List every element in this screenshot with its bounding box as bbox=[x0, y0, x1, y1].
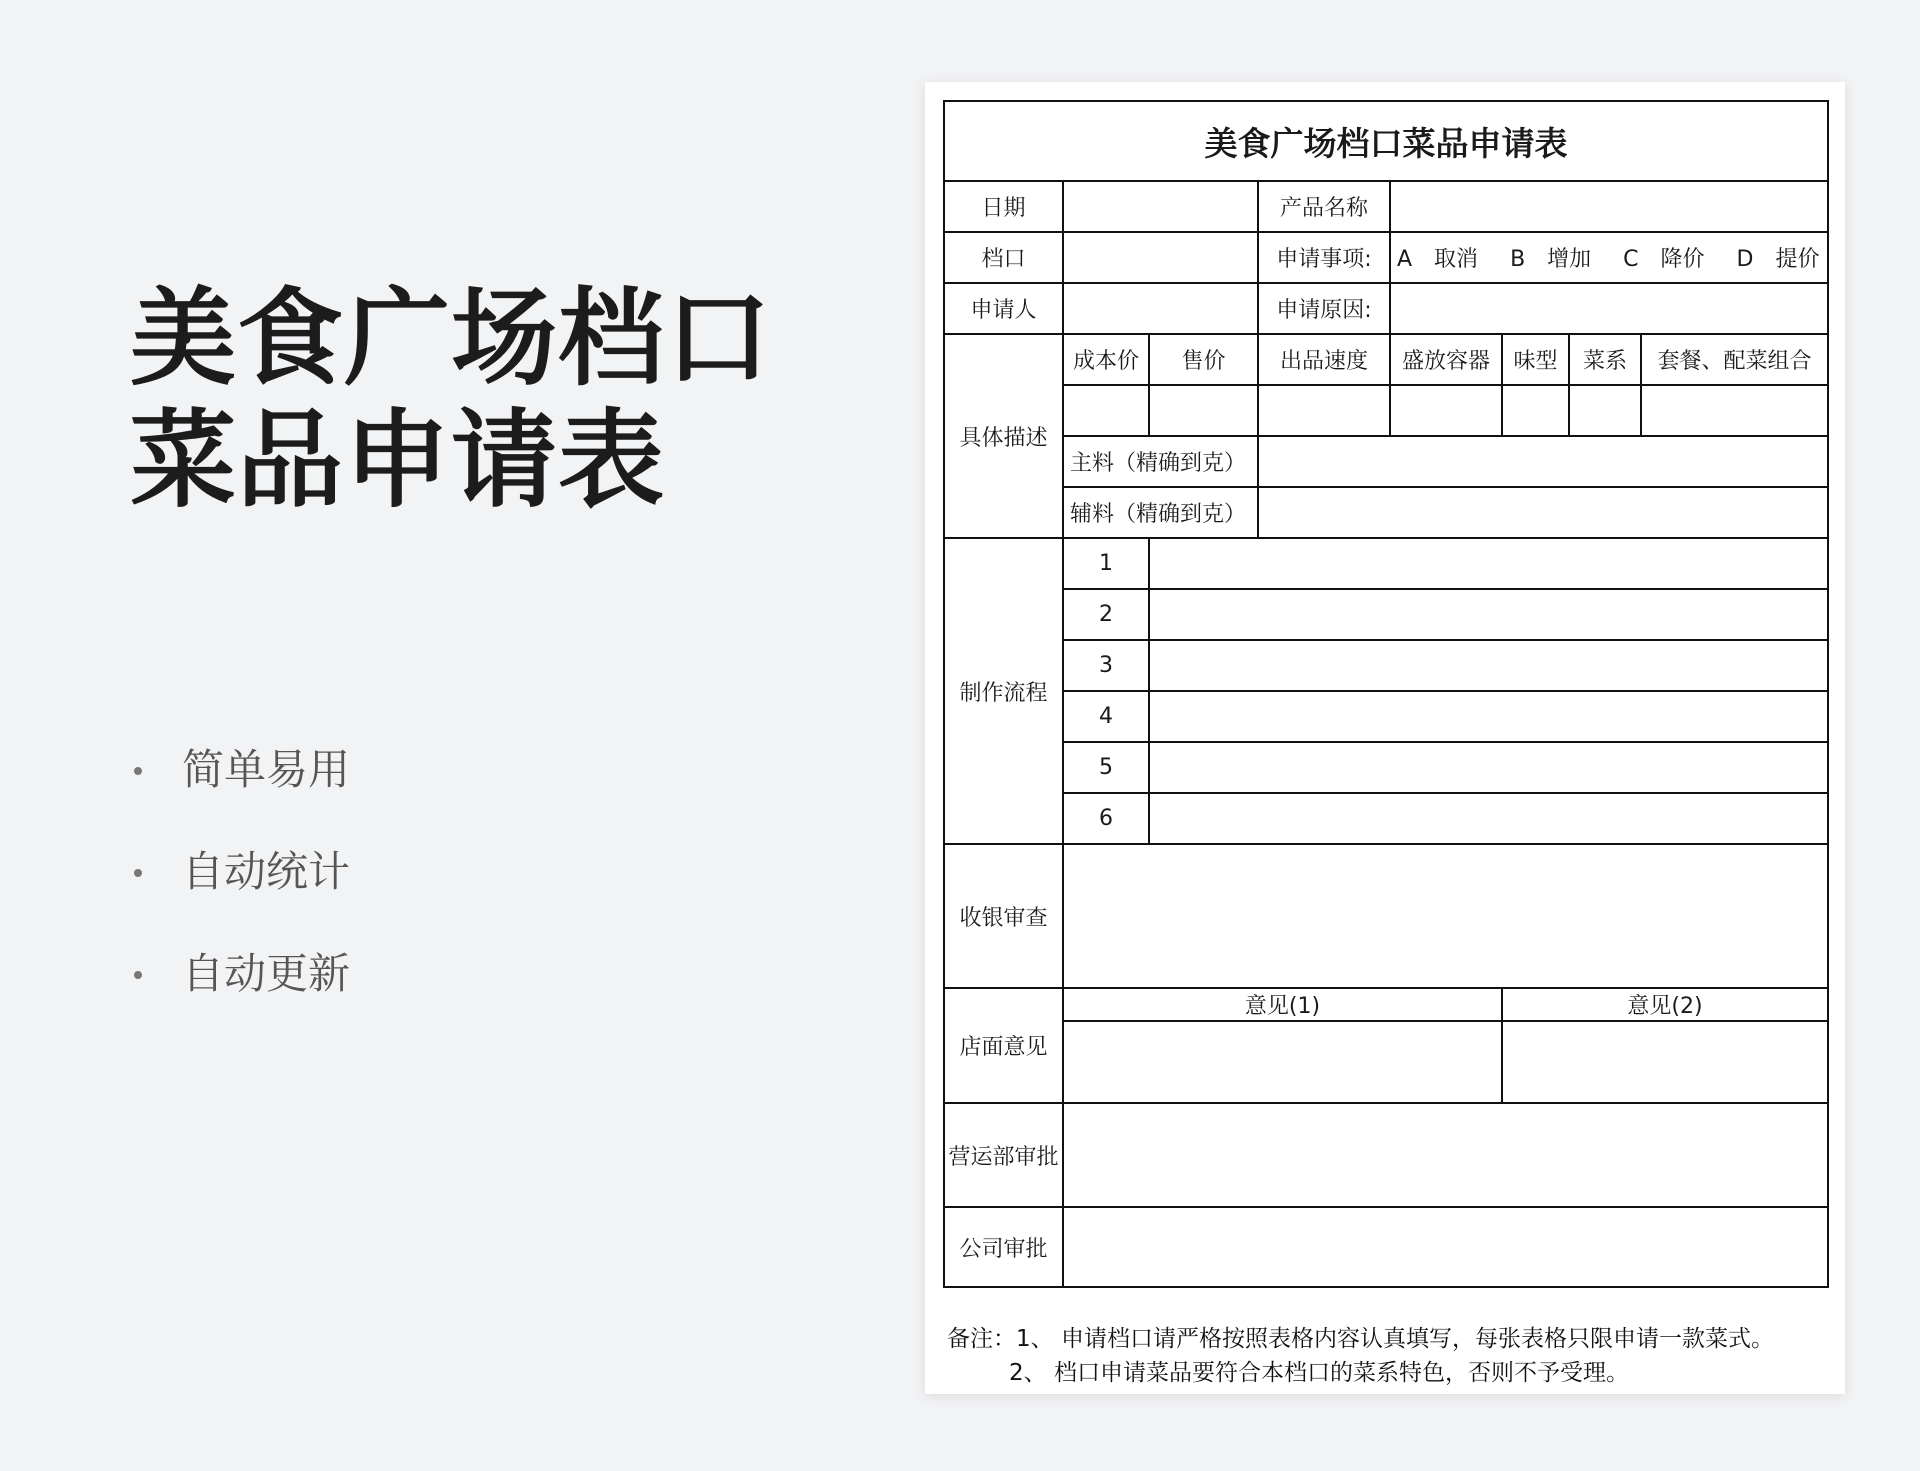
date-label: 日期 bbox=[944, 181, 1063, 232]
speed-field[interactable] bbox=[1258, 385, 1390, 436]
feature-label: 自动统计 bbox=[182, 847, 351, 896]
flavor-field[interactable] bbox=[1502, 385, 1569, 436]
hero-title: 美食广场档口菜品申请表 bbox=[130, 277, 772, 522]
desc-header-combo: 套餐、配菜组合 bbox=[1641, 334, 1828, 385]
matter-option-cancel[interactable]: A 取消 bbox=[1397, 247, 1479, 272]
product-name-field[interactable] bbox=[1390, 181, 1828, 232]
opinion1-field[interactable] bbox=[1063, 1021, 1502, 1103]
company-label: 公司审批 bbox=[944, 1207, 1063, 1287]
cashier-label: 收银审查 bbox=[944, 844, 1063, 988]
applicant-field[interactable] bbox=[1063, 283, 1258, 334]
ops-field[interactable] bbox=[1063, 1103, 1828, 1207]
desc-header-speed: 出品速度 bbox=[1258, 334, 1390, 385]
applicant-label: 申请人 bbox=[944, 283, 1063, 334]
opinion2-label: 意见(2) bbox=[1502, 988, 1828, 1021]
main-ingredients-field[interactable] bbox=[1258, 436, 1828, 487]
feature-item bbox=[130, 949, 350, 1051]
form-title: 美食广场档口菜品申请表 bbox=[944, 101, 1828, 181]
note-line-2: 2、 档口申请菜品要符合本档口的菜系特色，否则不予受理。 bbox=[1009, 1360, 1629, 1386]
desc-header-cost: 成本价 bbox=[1063, 334, 1149, 385]
reason-label: 申请原因: bbox=[1258, 283, 1390, 334]
process-step-number: 4 bbox=[1063, 691, 1149, 742]
opinion2-field[interactable] bbox=[1502, 1021, 1828, 1103]
process-step-number: 5 bbox=[1063, 742, 1149, 793]
matter-option-raise-price[interactable]: D 提价 bbox=[1736, 247, 1820, 272]
feature-item bbox=[130, 847, 350, 949]
process-step-number: 3 bbox=[1063, 640, 1149, 691]
process-step-field[interactable] bbox=[1149, 640, 1828, 691]
process-step-field[interactable] bbox=[1149, 742, 1828, 793]
process-step-field[interactable] bbox=[1149, 691, 1828, 742]
process-step-field[interactable] bbox=[1149, 793, 1828, 844]
matter-label: 申请事项: bbox=[1258, 232, 1390, 283]
feature-label: 简单易用 bbox=[182, 745, 351, 794]
matter-option-add[interactable]: B 增加 bbox=[1510, 247, 1592, 272]
process-step-field[interactable] bbox=[1149, 538, 1828, 589]
process-step-number: 2 bbox=[1063, 589, 1149, 640]
bullet-icon bbox=[134, 767, 142, 775]
bullet-icon bbox=[134, 869, 142, 877]
aux-ingredients-field[interactable] bbox=[1258, 487, 1828, 538]
process-step-field[interactable] bbox=[1149, 589, 1828, 640]
note-line-1: 备注：1、 申请档口请严格按照表格内容认真填写，每张表格只限申请一款菜式。 bbox=[947, 1326, 1774, 1352]
main-ingredients-label: 主料（精确到克） bbox=[1063, 436, 1258, 487]
matter-options[interactable] bbox=[1390, 232, 1828, 283]
desc-header-flavor: 味型 bbox=[1502, 334, 1569, 385]
reason-field[interactable] bbox=[1390, 283, 1828, 334]
stall-label: 档口 bbox=[944, 232, 1063, 283]
feature-item bbox=[130, 745, 350, 847]
stall-field[interactable] bbox=[1063, 232, 1258, 283]
form-document bbox=[925, 82, 1845, 1394]
bullet-icon bbox=[134, 971, 142, 979]
desc-header-price: 售价 bbox=[1149, 334, 1258, 385]
product-name-label: 产品名称 bbox=[1258, 181, 1390, 232]
feature-list bbox=[130, 745, 350, 1051]
price-field[interactable] bbox=[1149, 385, 1258, 436]
desc-header-container: 盛放容器 bbox=[1390, 334, 1502, 385]
combo-field[interactable] bbox=[1641, 385, 1828, 436]
feature-label: 自动更新 bbox=[182, 949, 351, 998]
date-field[interactable] bbox=[1063, 181, 1258, 232]
company-field[interactable] bbox=[1063, 1207, 1828, 1287]
process-label: 制作流程 bbox=[944, 538, 1063, 844]
aux-ingredients-label: 辅料（精确到克） bbox=[1063, 487, 1258, 538]
cashier-field[interactable] bbox=[1063, 844, 1828, 988]
cuisine-field[interactable] bbox=[1569, 385, 1641, 436]
container-field[interactable] bbox=[1390, 385, 1502, 436]
process-step-number: 6 bbox=[1063, 793, 1149, 844]
desc-header-cuisine: 菜系 bbox=[1569, 334, 1641, 385]
opinion1-label: 意见(1) bbox=[1063, 988, 1502, 1021]
cost-field[interactable] bbox=[1063, 385, 1149, 436]
desc-label: 具体描述 bbox=[944, 334, 1063, 538]
store-label: 店面意见 bbox=[944, 988, 1063, 1103]
matter-option-lower-price[interactable]: C 降价 bbox=[1623, 247, 1705, 272]
application-form-table bbox=[943, 100, 1829, 1288]
form-notes bbox=[947, 1322, 1827, 1390]
ops-label: 营运部审批 bbox=[944, 1103, 1063, 1207]
process-step-number: 1 bbox=[1063, 538, 1149, 589]
